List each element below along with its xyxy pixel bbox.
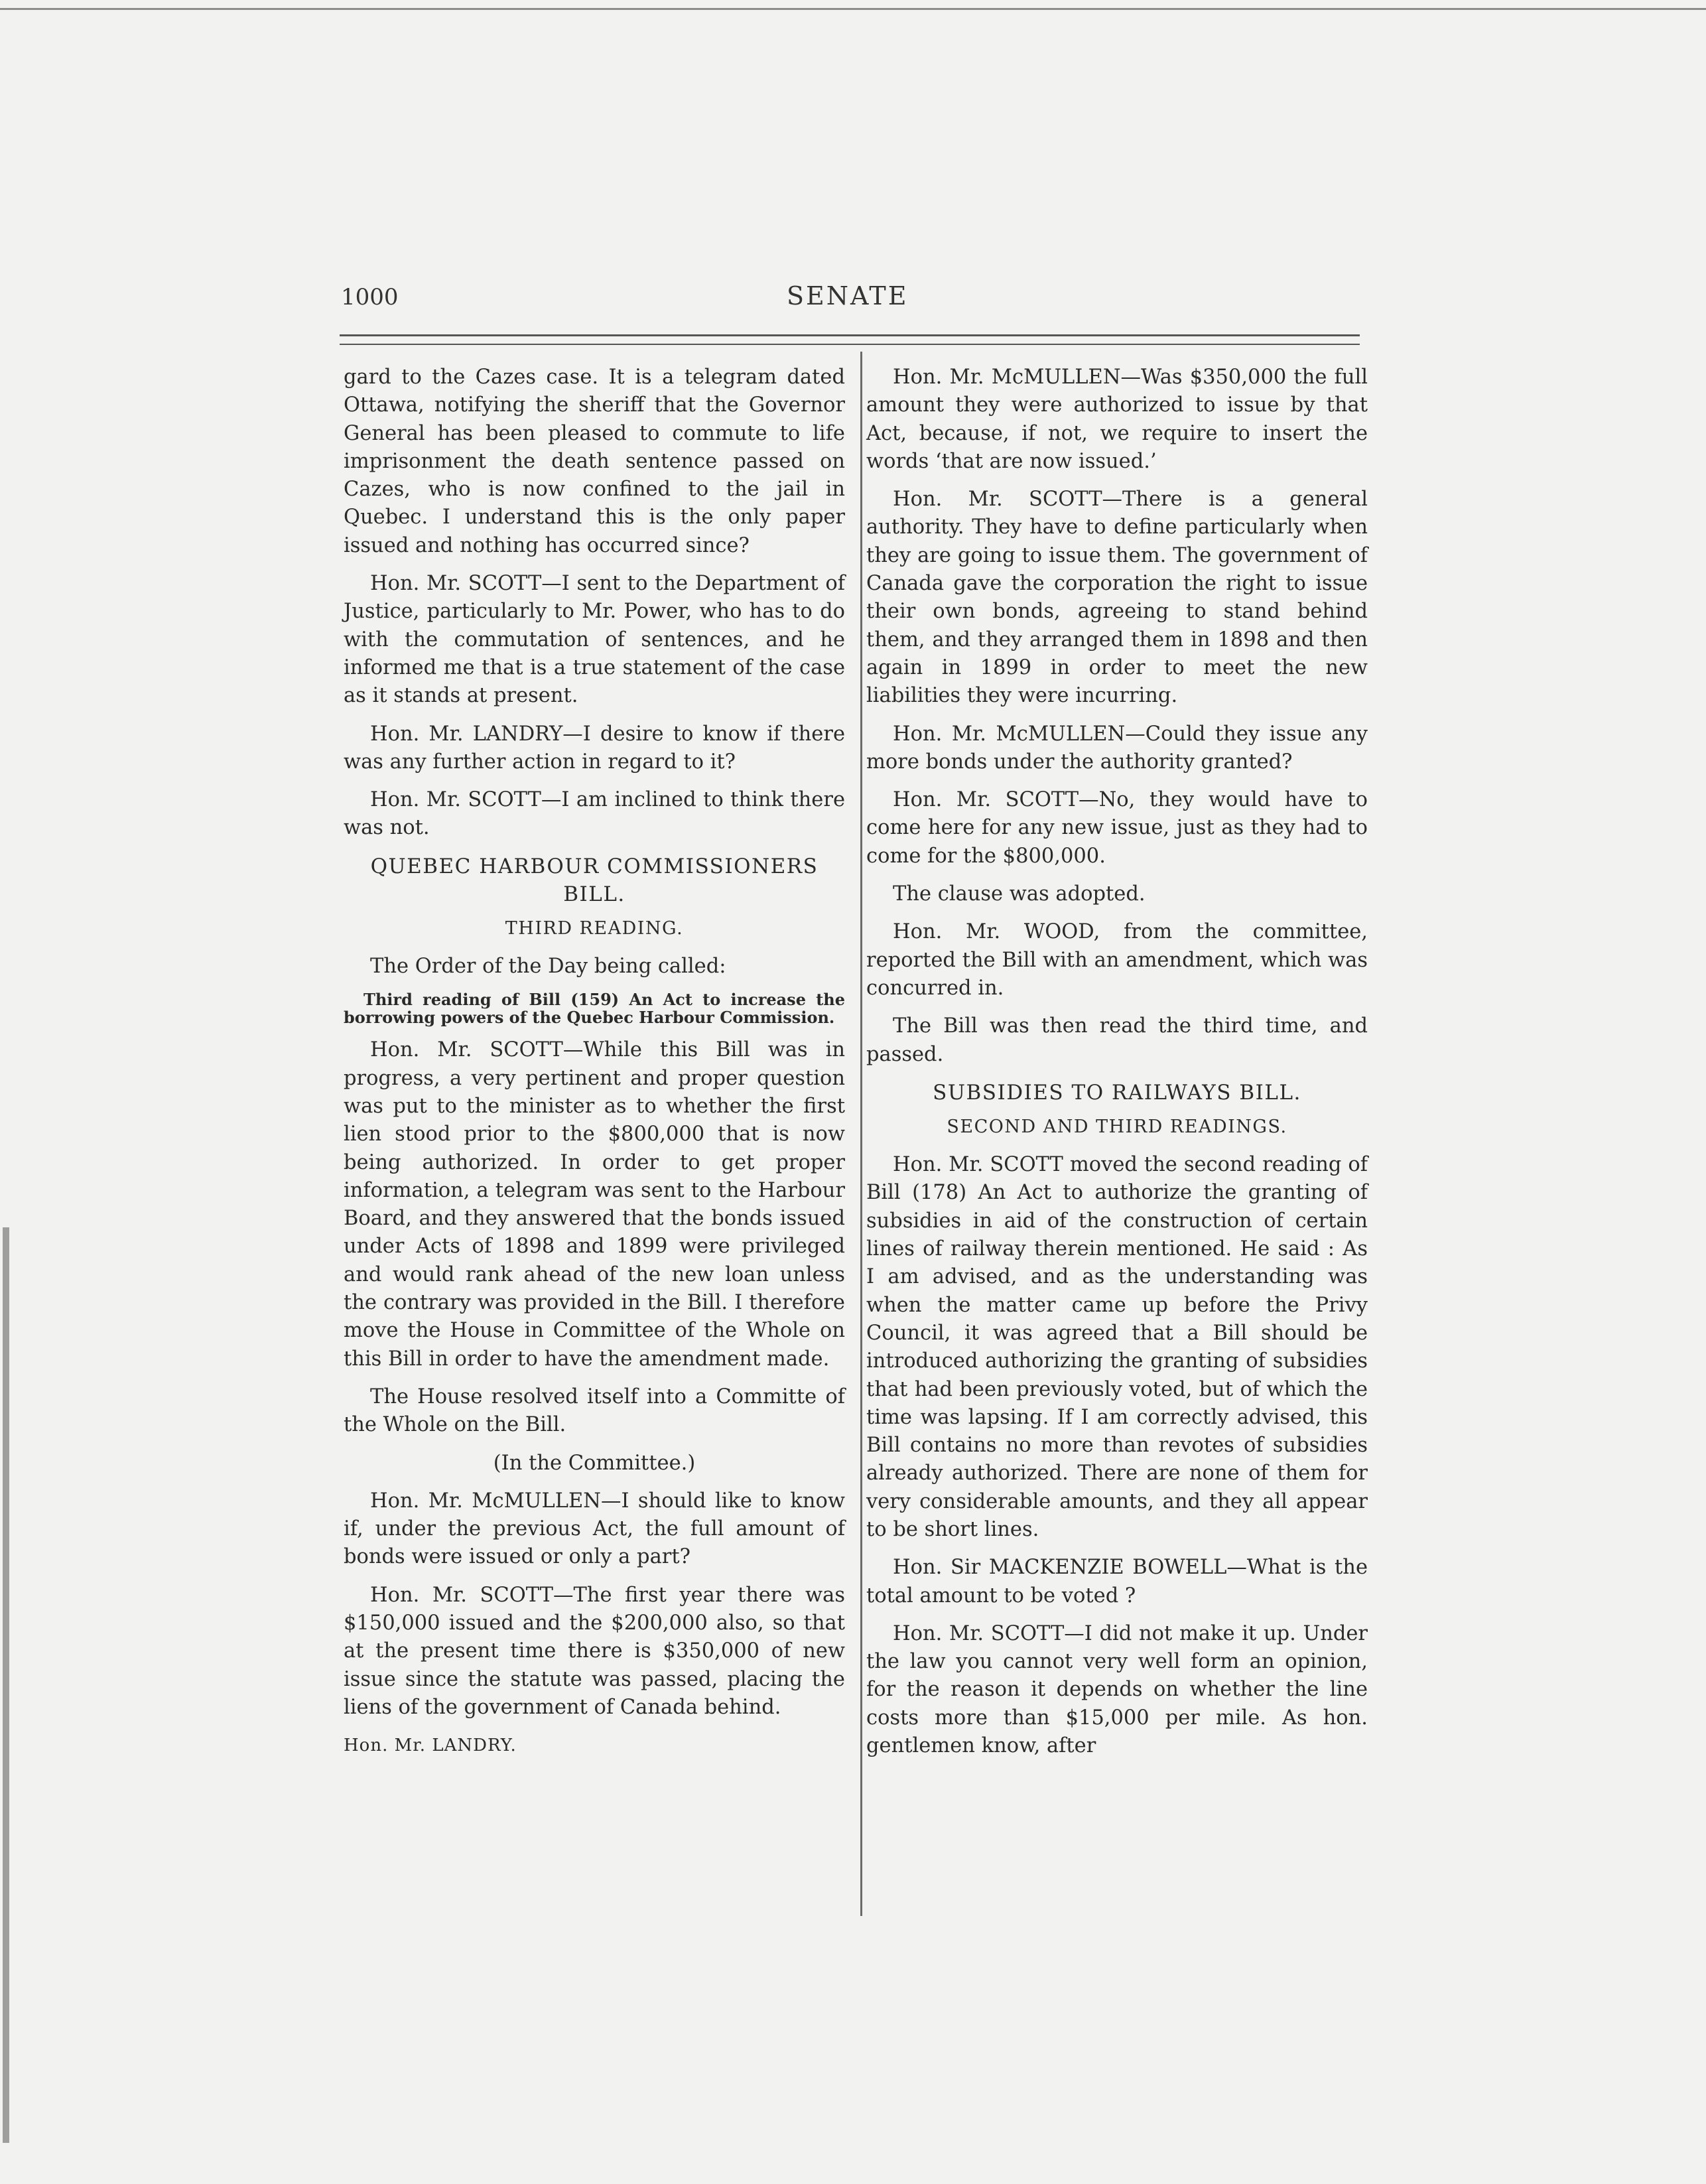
paragraph: The House resolved itself into a Committe of the Whole on the Bill. [344,1385,845,1437]
paragraph: The Bill was then read the third time, and passed. [866,1014,1368,1066]
paragraph: Hon. Mr. SCOTT—The first year there was $150,000 issued and the $200,000 also, so that at the present time there is $350,000 of new issue since the statute was passed, placing the liens of the government of Canada behind. [344,1583,845,1719]
page-footer-trail: Hon. Mr. LANDRY. [344,1736,517,1756]
paragraph: gard to the Cazes case. It is a telegram dated Ottawa, notifying the sheriff that the Governor General has been pleased to commute to life imprisonment the death sentence passed on Cazes, who is now confined to the jail in Quebec. I understand this is the only paper issued and nothing has occurred since? [344,366,845,557]
paragraph: Hon. Mr. SCOTT moved the second reading of Bill (178) An Act to authorize the granting of subsidies in aid of the construction of certain lines of railway therein mentioned. He said : As I am advised, and as the understanding was when the matter came up before the Privy Council, it was agreed that a Bill should be introduced authorizing the granting of subsidies that had been previously voted, but of which the time was lapsing. If I am correctly advised, this Bill contains no more than revotes of subsidies already authorized. There are none of them for very considerable amounts, and they all appear to be short lines. [866,1153,1368,1541]
paragraph: Hon. Mr. McMULLEN—I should like to know if, under the previous Act, the full amount of bonds were issued or only a part? [344,1489,845,1569]
paragraph: Hon. Mr. McMULLEN—Was $350,000 the full amount they were authorized to issue by that Act, because, if not, we require to insert the words ‘that are now issued.’ [866,366,1368,473]
paragraph: Hon. Mr. SCOTT—I sent to the Department of Justice, particularly to Mr. Power, who has to do with the commutation of sentences, and he informed me that is a true statement of the case as it stands at present. [344,572,845,708]
section-subheading: THIRD READING. [505,918,684,939]
paragraph: The clause was adopted. [893,882,1146,906]
header-rule [340,334,1360,336]
right-column [866,364,1368,1770]
paragraph: Hon. Mr. SCOTT—I did not make it up. Under the law you cannot very well form an opinion, for the reason it depends on whether the line costs more than $15,000 per mile. As hon. gentlemen know, after [866,1621,1368,1758]
paragraph: Hon. Mr. WOOD, from the committee, reported the Bill with an amendment, which was concurred in. [866,920,1368,1000]
left-column [344,364,845,1769]
scan-border-left [3,1227,9,2143]
paragraph: Hon. Sir MACKENZIE BOWELL—What is the total amount to be voted ? [866,1556,1368,1607]
header-rule-secondary [340,344,1360,345]
paragraph: Hon. Mr. SCOTT—I am inclined to think there was not. [344,788,845,840]
section-heading: QUEBEC HARBOUR COMMISSIONERS BILL. [370,854,819,906]
scan-border-top [0,8,1706,10]
section-heading: SUBSIDIES TO RAILWAYS BILL. [933,1080,1301,1105]
order-of-day-text: Third reading of Bill (159) An Act to increase the borrowing powers of the Quebec Harbour Commission. [344,990,845,1028]
section-subheading: SECOND AND THIRD READINGS. [947,1116,1287,1137]
paragraph: The Order of the Day being called: [370,955,726,979]
column-divider [860,352,862,1916]
paragraph: Hon. Mr. SCOTT—There is a general authority. They have to define particularly when they are going to issue them. The government of Canada gave the corporation the right to issue their own bonds, agreeing to stand behind them, and they arranged them in 1898 and then again in 1899 in order to meet the new liabilities they were incurring. [866,488,1368,708]
page-number: 1000 [341,284,399,310]
paragraph: Hon. Mr. SCOTT—No, they would have to come here for any new issue, just as they had to come for the $800,000. [866,788,1368,868]
committee-note: (In the Committee.) [493,1451,696,1475]
paragraph: Hon. Mr. LANDRY—I desire to know if there was any further action in regard to it? [344,722,845,774]
running-head: SENATE [787,281,909,310]
paragraph: Hon. Mr. SCOTT—While this Bill was in progress, a very pertinent and proper question was put to the minister as to whether the first lien stood prior to the $800,000 that is now being authorized. In order to get proper information, a telegram was sent to the Harbour Board, and they answered that the bonds issued under Acts of 1898 and 1899 were privileged and would rank ahead of the new loan unless the contrary was provided in the Bill. I therefore move the House in Committee of the Whole on this Bill in order to have the amendment made. [344,1038,845,1371]
paragraph: Hon. Mr. McMULLEN—Could they issue any more bonds under the authority granted? [866,722,1368,774]
